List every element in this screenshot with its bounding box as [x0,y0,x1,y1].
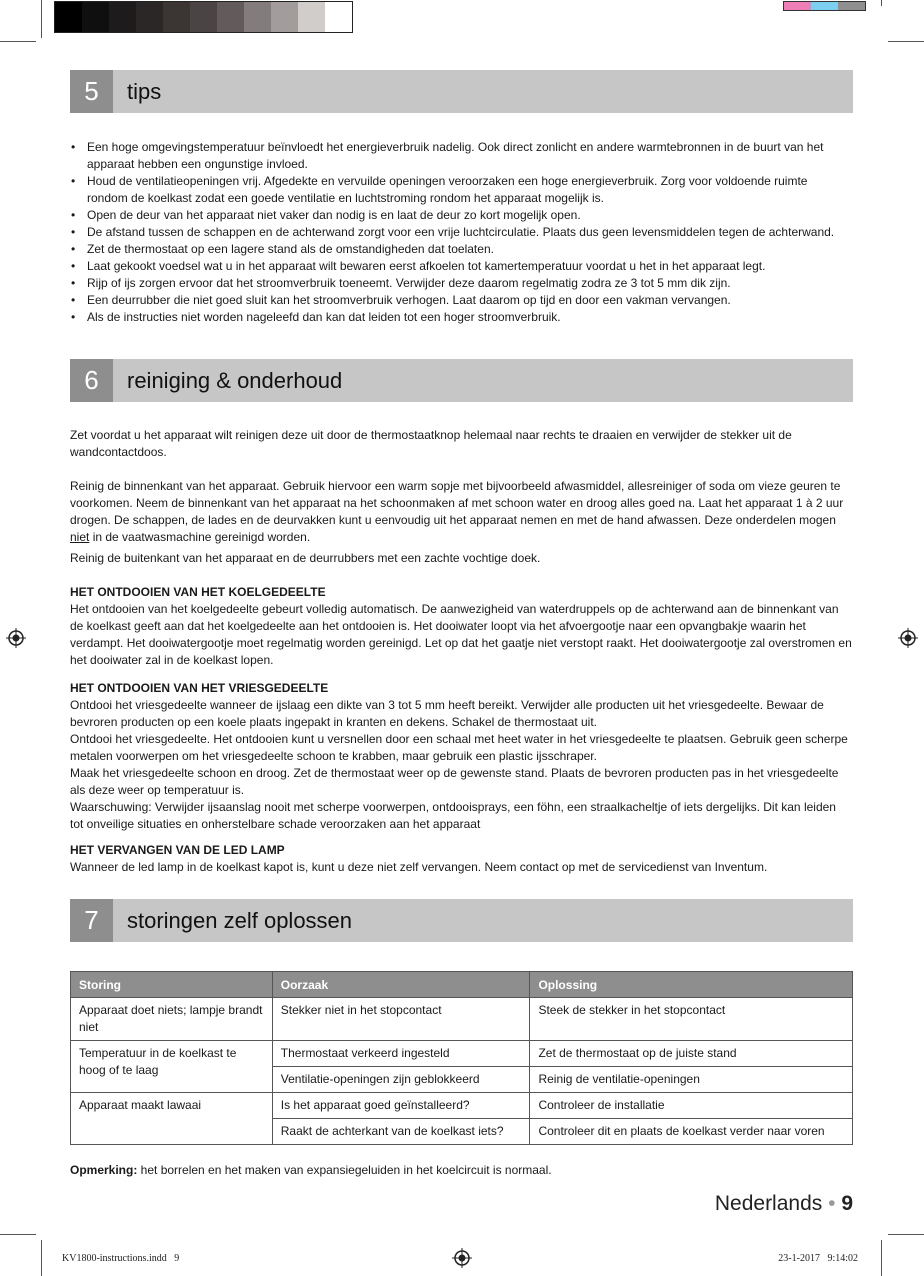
color-swatch [55,2,82,32]
table-cell: Steek de stekker in het stopcontact [530,998,853,1041]
color-swatch [136,2,163,32]
table-cell: Is het apparaat goed geïnstalleerd? [272,1093,530,1119]
column-header: Oorzaak [272,972,530,998]
footer-language: Nederlands [714,1192,823,1215]
color-swatch [325,2,352,32]
gray-color-bar [54,1,353,33]
table-cell: Thermostaat verkeerd ingesteld [272,1041,530,1067]
subheading: HET VERVANGEN VAN DE LED LAMP [70,843,285,857]
troubleshooting-table [70,971,853,1145]
color-swatch [109,2,136,32]
section-header-tips [70,70,853,113]
tips-list [70,139,850,326]
color-swatch [217,2,244,32]
page-footer [715,1192,853,1216]
color-swatch [271,2,298,32]
table-cell: Apparaat maakt lawaai [71,1093,273,1145]
list-item: • Zet de thermostaat op een lagere stand als de omstandigheden dat toelaten. [70,241,850,258]
table-note [70,1162,852,1179]
table-header-row [71,972,853,998]
slug-datetime: 23-1-2017 9:14:02 [778,1253,858,1264]
paragraph-line: Ontdooi het vriesgedeelte. Het ontdooien kunt u versnellen door een schaal met heet water in het vriesgedeelte te plaatsen. Gebruik geen scherpe metalen voorwerpen om het vriesgedeelte schoon te krabben, maar gebruik een plastic ijsschraper. [70,732,848,763]
list-item: • De afstand tussen de schappen en de achterwand zorgt voor een vrije luchtcirculatie. Plaats dus geen levensmiddelen tegen de achterwand. [70,224,850,241]
paragraph-line: Ontdooi het vriesgedeelte wanneer de ijslaag een dikte van 3 tot 5 mm heeft bereikt. Verwijder alle producten uit het vriesgedeelte. Bewaar de bevroren producten op een koele plaats ingepakt in kranten en dekens. Schakel de thermostaat uit. [70,698,824,729]
color-swatch [784,2,811,10]
cleaning-intro: Zet voordat u het apparaat wilt reinigen deze uit door de thermostaatknop helemaal naar rechts te draaien en verwijder de stekker uit de wandcontactdoos. [70,428,792,459]
paragraph-line: Maak het vriesgedeelte schoon en droog. Zet de thermostaat weer op de gewenste stand. Plaats de bevroren producten pas in het vriesgedeelte als deze weer op temperatuur is. [70,766,839,797]
paragraph-text: in de vaatwasmachine gereinigd worden. [89,530,311,544]
paragraph-line: Waarschuwing: Verwijder ijsaanslag nooit met scherpe voorwerpen, ontdooisprays, een föhn, een straalkacheltje of iets dergelijks. Dit kan leiden tot onveilige situaties en onherstelbare schade veroorzaken aan het apparaat [70,800,836,831]
table-cell: Temperatuur in de koelkast te hoog of te laag [71,1041,273,1093]
table-cell: Apparaat doet niets; lampje brandt niet [71,998,273,1041]
color-bar [783,1,866,11]
section-number: 6 [70,359,113,402]
cleaning-outside: Reinig de buitenkant van het apparaat en de deurrubbers met een zachte vochtige doek. [70,551,541,565]
color-swatch [298,2,325,32]
table-cell: Stekker niet in het stopcontact [272,998,530,1041]
footer-separator: • [828,1192,836,1215]
defrost-fridge-text: Het ontdooien van het koelgedeelte gebeurt volledig automatisch. De aanwezigheid van waterdruppels op de achterwand aan de binnenkant van de koelkast geeft aan dat het koelgedeelte aan het ontdooien is. Het dooiwater loopt via het afvoergootje naar een opvangbakje waarin het verdampt. Het dooiwatergootje moet regelmatig worden gereinigd. Let op dat het gaatje niet verstopt raakt. Het dooiwatergootje zal overstromen en het dooiwater zal in de koelkast lopen. [70,602,852,667]
subheading: HET ONTDOOIEN VAN HET KOELGEDEELTE [70,585,326,599]
led-heading [70,842,852,859]
table-cell: Ventilatie-openingen zijn geblokkeerd [272,1067,530,1093]
registration-mark-icon [6,628,26,648]
crop-mark [881,0,882,6]
color-swatch [190,2,217,32]
crop-mark [881,1240,882,1276]
crop-mark [888,41,924,42]
list-item: • Laat gekookt voedsel wat u in het apparaat wilt bewaren eerst afkoelen tot kamertemperatuur voordat u het in het apparaat legt. [70,258,850,275]
section-title: storingen zelf oplossen [127,907,353,933]
table-cell: Controleer dit en plaats de koelkast verder naar voren [530,1119,853,1145]
defrost-freezer-heading [70,680,852,697]
color-swatch [838,2,865,10]
section-number: 7 [70,899,113,942]
table-cell: Zet de thermostaat op de juiste stand [530,1041,853,1067]
slug-filename: KV1800-instructions.indd 9 [62,1253,180,1264]
column-header: Oplossing [530,972,853,998]
emphasis-text: niet [70,530,90,544]
list-item: • Een deurrubber die niet goed sluit kan het stroomverbruik verhogen. Laat daarom op tijd en door een vakman vervangen. [70,292,850,309]
section-header-troubleshooting [70,899,853,942]
led-text: Wanneer de led lamp in de koelkast kapot is, kunt u deze niet zelf vervangen. Neem contact op met de servicedienst van Inventum. [70,860,768,874]
page-number: 9 [841,1192,853,1215]
list-item: • Open de deur van het apparaat niet vaker dan nodig is en laat de deur zo kort mogelijk open. [70,207,850,224]
table-cell: Raakt de achterkant van de koelkast iets? [272,1119,530,1145]
section-title: reiniging & onderhoud [127,367,343,393]
list-item: • Een hoge omgevingstemperatuur beïnvloedt het energieverbruik nadelig. Ook direct zonlicht en andere warmtebronnen in de buurt van het apparaat hebben een ongunstige invloed. [70,139,850,173]
list-item: • Als de instructies niet worden nageleefd dan kan dat leiden tot een hoger stroomverbruik. [70,309,850,326]
color-swatch [244,2,271,32]
subheading: HET ONTDOOIEN VAN HET VRIESGEDEELTE [70,681,329,695]
column-header: Storing [71,972,273,998]
section-title: tips [127,78,162,104]
note-label: Opmerking: [70,1163,138,1177]
crop-mark [41,1240,42,1276]
registration-mark-icon [898,628,918,648]
list-item: • Houd de ventilatieopeningen vrij. Afgedekte en vervuilde openingen veroorzaken een hoge energieverbruik. Zorg voor voldoende ruimte rondom de koelkast zodat een goede ventilatie en luchtstroming rondom het apparaat mogelijk is. [70,173,850,207]
table-row [71,1041,853,1067]
table-cell: Reinig de ventilatie-openingen [530,1067,853,1093]
crop-mark [41,0,42,38]
cleaning-inside [70,478,852,546]
section-header-cleaning [70,359,853,402]
table-cell: Controleer de installatie [530,1093,853,1119]
crop-mark [0,1234,36,1235]
paragraph-text: Reinig de binnenkant van het apparaat. Gebruik hiervoor een warm sopje met bijvoorbeeld afwasmiddel, allesreiniger of soda om vieze geuren te voorkomen. Neem de binnenkant van het apparaat na het schoonmaken af met schoon water en droog alles goed na. Laat het apparaat 1 à 2 uur drogen. De schappen, de lades en de deurvakken kunt u eenvoudig uit het apparaat nemen en met de hand afwassen. Deze onderdelen mogen [70,479,844,527]
note-text: het borrelen en het maken van expansiegeluiden in het koelcircuit is normaal. [137,1163,552,1177]
registration-mark-icon [452,1248,472,1268]
defrost-fridge-heading [70,584,852,601]
color-swatch [82,2,109,32]
crop-mark [0,41,36,42]
crop-mark [888,1234,924,1235]
color-swatch [811,2,838,10]
table-row [71,998,853,1041]
list-item: • Rijp of ijs zorgen ervoor dat het stroomverbruik toeneemt. Verwijder deze daarom regelmatig zodra ze 3 tot 5 mm dik zijn. [70,275,850,292]
color-swatch [163,2,190,32]
section-number: 5 [70,70,113,113]
defrost-freezer-text [70,697,852,833]
table-row [71,1093,853,1119]
